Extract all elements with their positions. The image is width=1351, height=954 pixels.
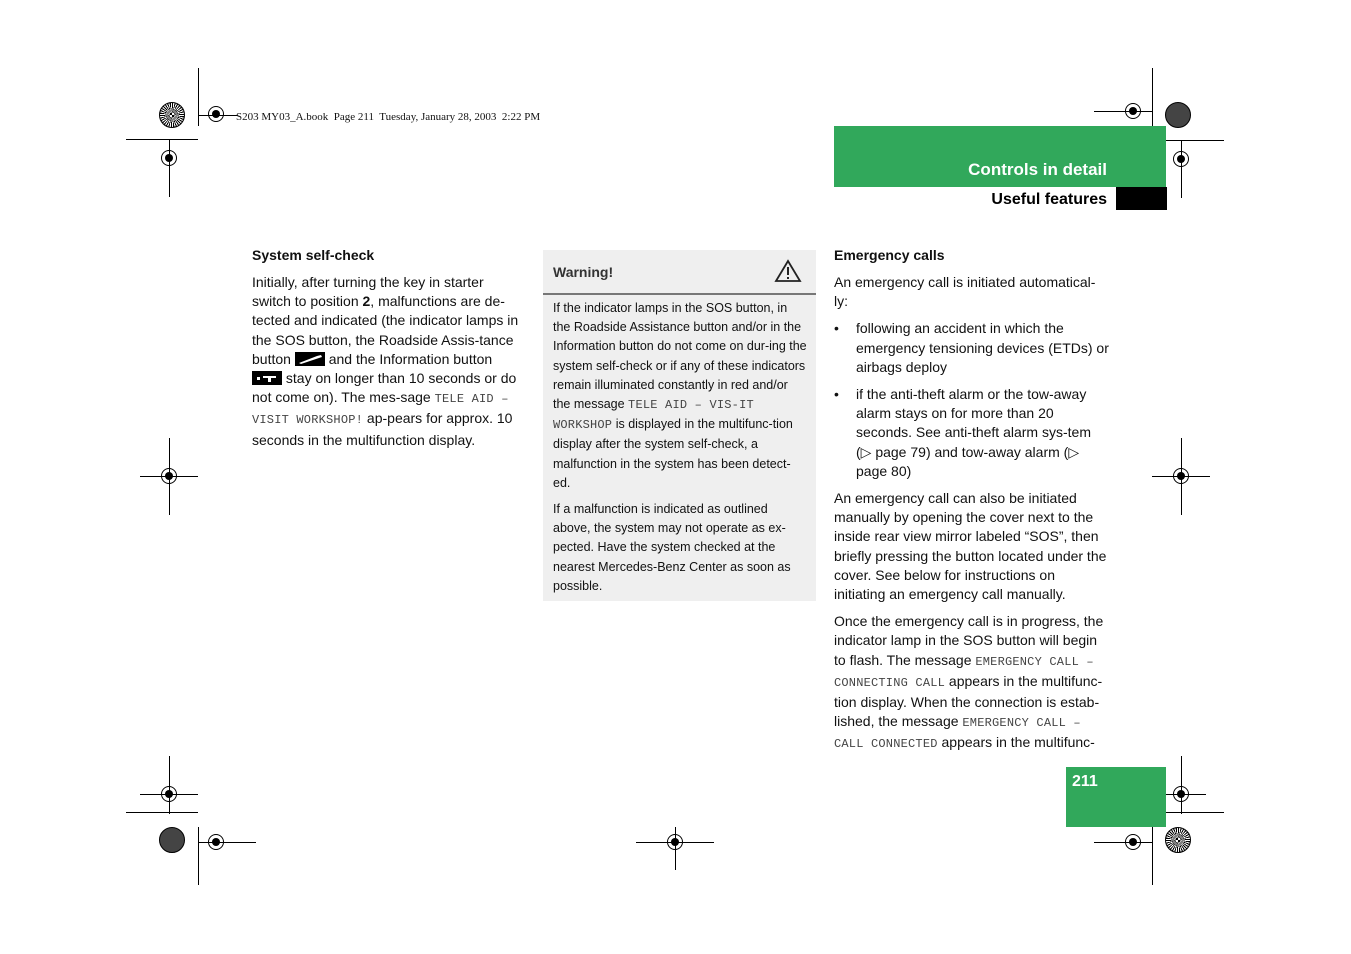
heading-emergency-calls: Emergency calls [834,247,945,263]
subsection-marker [1116,187,1167,210]
self-check-paragraph: Initially, after turning the key in starter switch to position 2, malfunctions are de-tected and indicated (the indicator lamps in the SOS button, the Roadside Assis-tance button and the Information button stay on longer than 10 seconds or do not come on). The mes-sage TELE AID – VISIT WORKSHOP! ap-pears for approx. 10 seconds in the multifunction display. [252,274,519,448]
page-number: 211 [1072,773,1098,790]
list-item: • following an accident in which the emergency tensioning devices (ETDs) or airbags deploy [834,319,1109,377]
registration-star [1165,827,1191,853]
list-item: • if the anti-theft alarm or the tow-away alarm stays on for more than 20 seconds. See anti-theft alarm sys-tem (▷ page 79) and tow-away alarm (▷ page 80) [834,385,1109,481]
message-tele-aid-warning: TELE AID – VIS-IT WORKSHOP [553,398,754,433]
registration-star [159,102,185,128]
information-icon [252,371,282,385]
warning-triangle-icon [774,259,802,288]
registration-star [159,827,185,853]
warning-body: If the indicator lamps in the SOS button, in the Roadside Assistance button and/or in the Information button do not come on dur-ing the system self-check or if any of these indicators remain illuminated constantly in red and/or the message TELE AID – VIS-IT WORKSHOP is displayed in the multifunc-tion display after the system self-check, a malfunction in the system has been detect-ed. If a malfunction is indicated as outlined above, the system may not operate as ex-pected. Have the system checked at the nearest Mercedes-Benz Center as soon as possible. [553,299,807,603]
message-connecting: EMERGENCY CALL – CONNECTING CALL [834,654,1094,690]
page-reference-link[interactable]: ▷ page 80 [856,443,1080,479]
registration-mark [208,106,224,122]
starter-position: 2 [362,293,371,310]
message-connected: EMERGENCY CALL – CALL CONNECTED [834,716,1081,752]
registration-mark [208,834,224,850]
print-meta: S203 MY03_A.book Page 211 Tuesday, January 28, 2003 2:22 PM [236,111,541,123]
registration-mark [1173,786,1189,802]
message-tele-aid: TELE AID – VISIT WORKSHOP! [252,392,509,428]
registration-mark [1125,834,1141,850]
registration-star [1165,102,1191,128]
roadside-assistance-icon [295,352,325,366]
page-reference-link[interactable]: ▷ page 79 [860,443,926,460]
heading-system-self-check: System self-check [252,247,375,263]
registration-mark [1173,151,1189,167]
registration-mark [161,468,177,484]
subsection-title: Useful features [991,191,1107,208]
section-title: Controls in detail [968,160,1107,179]
emergency-calls-text [834,273,1109,763]
warning-box [543,250,816,601]
registration-mark [1125,103,1141,119]
warning-title: Warning! [553,264,614,280]
warning-divider [543,293,816,295]
call-progress-paragraph: Once the emergency call is in progress, the indicator lamp in the SOS button will begin to flash. The message EMERGENCY CALL – CONNECTING CALL appears in the multifunc-tion display. When the connection is estab-lished, the message EMERGENCY CALL – CALL CONNECTED appears in the multifunc- [834,613,1104,752]
emergency-trigger-list [834,319,1109,481]
registration-mark [667,834,683,850]
warning-paragraph-2: If a malfunction is indicated as outlined above, the system may not operate as ex-pected. Have the system checked at the nearest Mercedes-Benz Center as soon as possible. [553,502,791,593]
emergency-intro: An emergency call is initiated automatical-ly: [834,274,1096,310]
registration-mark [161,786,177,802]
manual-call-paragraph: An emergency call can also be initiated manually by opening the cover next to the inside rear view mirror labeled “SOS”, then briefly pressing the button located under the cover. See below for instructions on initiating an emergency call manually. [834,490,1107,603]
registration-mark [161,150,177,166]
registration-mark [1173,468,1189,484]
